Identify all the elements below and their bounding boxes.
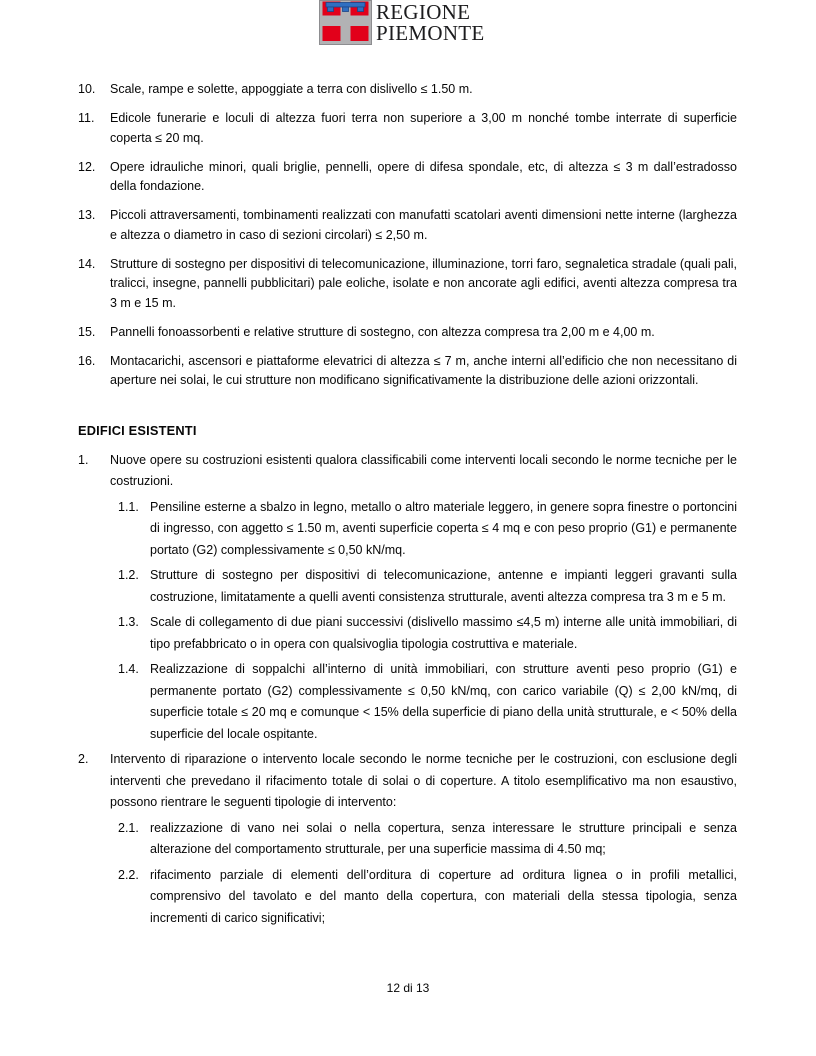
- item-number: 1.2.: [118, 568, 139, 582]
- page-number: 12 di 13: [386, 981, 430, 995]
- list-item-1: [78, 450, 737, 493]
- item-text: Scale, rampe e solette, appoggiate a terra con dislivello ≤ 1.50 m.: [110, 82, 473, 96]
- list-item-1-1: [118, 497, 737, 562]
- list-item-2: [78, 749, 737, 814]
- logo-wordmark: [376, 0, 485, 44]
- list-item-11: [78, 109, 737, 148]
- list-item-10: [78, 80, 737, 100]
- item-number: 15.: [78, 324, 96, 339]
- item-number: 2.1.: [118, 820, 139, 835]
- section-heading-edifici-esistenti: EDIFICI ESISTENTI: [78, 422, 197, 438]
- item-number: 1.3.: [118, 615, 139, 629]
- item-number: 12.: [78, 159, 96, 174]
- item-number: 1.4.: [118, 662, 139, 676]
- item-text: rifacimento parziale di elementi dell’orditura di coperture ad orditura lignea o in profili metallici, comprensivo del tavolato e del manto della copertura, con materiali della stessa tipologia, senza incrementi di carico significativi;: [150, 867, 737, 925]
- item-number: 2.: [78, 752, 89, 766]
- item-number: 16.: [78, 353, 96, 368]
- item-number: 10.: [78, 82, 96, 96]
- lambello-shape: [326, 3, 365, 12]
- item-text: Piccoli attraversamenti, tombinamenti realizzati con manufatti scatolari aventi dimensioni nette interne (larghezza e altezza o diametro in caso di sezioni circolari) ≤ 2,50 m.: [110, 208, 737, 242]
- item-text: Edicole funerarie e loculi di altezza fuori terra non superiore a 3,00 m nonché tombe interrate di superficie coperta ≤ 20 mq.: [110, 111, 737, 145]
- logo-region-line1: REGIONE: [376, 0, 471, 24]
- item-number: 2.2.: [118, 867, 139, 882]
- numbered-list-10-16: [78, 80, 737, 391]
- item-text: realizzazione di vano nei solai o nella copertura, senza interessare le strutture principali e senza alterazione del comportamento strutturale, per una superficie massima di 4.50 mq;: [150, 820, 737, 856]
- list-item-1-4: [118, 659, 737, 745]
- list-item-15: [78, 323, 737, 343]
- list-item-2-2: [118, 865, 737, 930]
- list-item-12: [78, 158, 737, 197]
- list-item-13: [78, 206, 737, 245]
- list-item-1-3: [118, 612, 737, 655]
- item-text: Pensiline esterne a sbalzo in legno, metallo o altro materiale leggero, in genere sopra finestre o portoncini di ingresso, con aggetto ≤ 1.50 m, aventi superficie coperta ≤ 4 mq e con peso proprio (G1) e permanente portato (G2) complessivamente ≤ 0,50 kN/mq.: [150, 499, 737, 557]
- item-number: 11.: [78, 111, 95, 125]
- document-body: [78, 80, 737, 933]
- list-item-2-1: [118, 818, 737, 861]
- item-number: 14.: [78, 256, 96, 271]
- item-text: Montacarichi, ascensori e piattaforme elevatrici di altezza ≤ 7 m, anche interni all’edificio che non necessitano di aperture nei solai, le cui strutture non modificano significativamente la distribuzione delle azioni orizzontali.: [110, 353, 737, 387]
- list-item-16: [78, 352, 737, 391]
- item-number: 1.1.: [118, 499, 139, 514]
- page-header: [319, 0, 485, 45]
- item-text: Nuove opere su costruzioni esistenti qualora classificabili come interventi locali secondo le norme tecniche per le costruzioni.: [110, 452, 737, 488]
- regione-piemonte-logo-icon: [319, 0, 372, 45]
- list-item-14: [78, 255, 737, 314]
- item-text: Strutture di sostegno per dispositivi di telecomunicazione, illuminazione, torri faro, segnaletica stradale (quali pali, tralicci, insegne, pannelli pubblicitari) pale eoliche, isolate e non ancorate agli edifici, aventi altezza compresa tra 3 m e 15 m.: [110, 256, 737, 310]
- item-number: 13.: [78, 208, 96, 222]
- item-text: Scale di collegamento di due piani successivi (dislivello massimo ≤4,5 m) interne alle unità immobiliari, di tipo prefabbricato o in opera con qualsivoglia tipologia costruttiva e materiale.: [150, 615, 737, 651]
- numbered-list-edifici-esistenti: [78, 450, 737, 930]
- item-text: Strutture di sostegno per dispositivi di telecomunicazione, antenne e impianti leggeri gravanti sulla costruzione, limitatamente a quelli aventi consistenza strutturale, aventi altezza compresa tra 3 m e 5 m.: [150, 568, 737, 604]
- logo-region-line2: PIEMONTE: [376, 21, 485, 45]
- item-text: Realizzazione di soppalchi all’interno di unità immobiliari, con strutture aventi peso proprio (G1) e permanente portato (G2) complessivamente ≤ 0,50 kN/mq, con carico variabile (Q) ≤ 2,00 kN/mq, di superficie totale ≤ 20 mq e comunque < 15% della superficie di piano della unità strutturale, e < 50% della superficie del locale ospitante.: [150, 662, 737, 741]
- item-number: 1.: [78, 452, 89, 467]
- item-text: Intervento di riparazione o intervento locale secondo le norme tecniche per le costruzioni, con esclusione degli interventi che prevedano il rifacimento totale di solai o di coperture. A titolo esemplificativo ma non esaustivo, possono rientrare le seguenti tipologie di intervento:: [110, 752, 737, 809]
- item-text: Pannelli fonoassorbenti e relative strutture di sostegno, con altezza compresa tra 2,00 m e 4,00 m.: [110, 324, 655, 339]
- list-item-1-2: [118, 565, 737, 608]
- item-text: Opere idrauliche minori, quali briglie, pennelli, opere di difesa spondale, etc, di altezza ≤ 3 m dall’estradosso della fondazione.: [110, 159, 737, 193]
